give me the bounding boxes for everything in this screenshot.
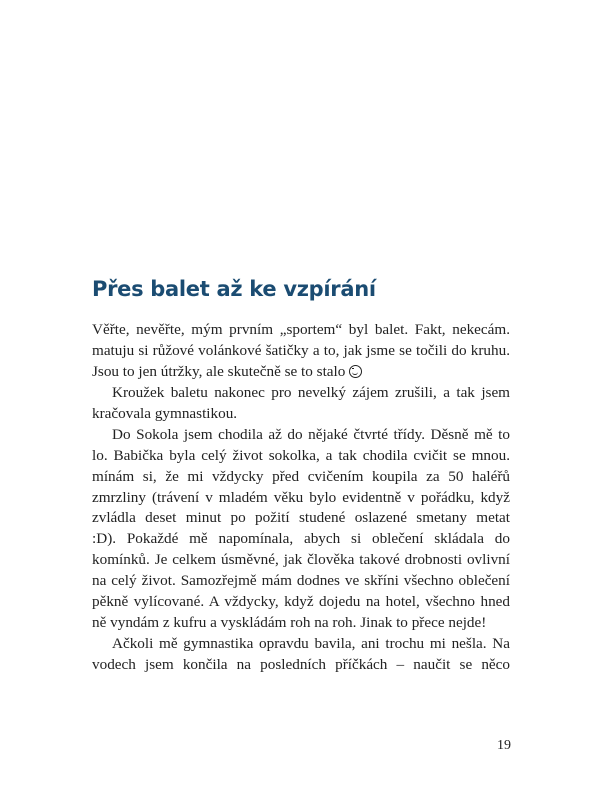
text-line-content: vodech jsem končila na posledních příčkách – naučit se něco (92, 656, 510, 673)
chapter-heading: Přes balet až ke vzpírání (92, 277, 376, 301)
text-line (92, 383, 510, 404)
text-line (92, 529, 510, 550)
text-line-content: pěkně vylícované. A vždycky, když dojedu na hotel, všechno hned (92, 593, 510, 611)
text-line (92, 467, 510, 488)
text-line-content: lo. Babička byla celý život sokolka, a tak chodila cvičit se mnou. (92, 446, 510, 464)
text-line-content: mínám si, že mi vždycky před cvičením koupila za 50 haléřů (92, 467, 510, 485)
text-line-content: kračovala gymnastikou. (92, 404, 238, 422)
text-line (92, 613, 510, 634)
text-line-content: Jsou to jen útržky, ale skutečně se to stalo (92, 362, 346, 380)
text-line-content: zvládla deset minut po požití studené oslazené smetany metat (92, 509, 510, 527)
text-line (92, 404, 510, 425)
text-line-content: Věřte, nevěřte, mým prvním „sportem“ byl balet. Fakt, nekecám. (92, 321, 510, 338)
text-line (92, 655, 510, 676)
text-line-content: na celý život. Samozřejmě mám dodnes ve skříni všechno oblečení (92, 572, 510, 590)
text-line (92, 550, 510, 571)
body-text (92, 320, 510, 676)
text-line-content: ně vyndám z kufru a vyskládám roh na roh. Jinak to přece nejde! (92, 614, 487, 632)
text-line-content: matuju si růžové volánkové šatičky a to, jak jsme se točili do kruhu. (92, 341, 510, 359)
text-line (92, 571, 510, 592)
text-line (92, 446, 510, 467)
text-line-content: :D). Pokaždé mě napomínala, abych si oblečení skládala do (92, 530, 510, 548)
text-line (92, 634, 510, 655)
text-line-content: zmrzliny (trávení v mladém věku bylo evidentně v pořádku, když (92, 488, 510, 506)
text-line (92, 488, 510, 509)
text-line (92, 508, 510, 529)
text-line (92, 362, 510, 383)
text-line-content: Ačkoli mě gymnastika opravdu bavila, ani trochu mi nešla. Na (112, 635, 510, 653)
text-line-content: Do Sokola jsem chodila až do nějaké čtvrté třídy. Děsně mě to (112, 425, 510, 443)
text-line (92, 320, 510, 341)
text-line-content: Kroužek baletu nakonec pro nevelký zájem zrušili, a tak jsem (112, 383, 510, 401)
text-line-content: komínků. Je celkem úsměvné, jak člověka takové drobnosti ovlivní (92, 551, 510, 569)
text-line (92, 425, 510, 446)
text-line (92, 592, 510, 613)
page-number: 19 (497, 738, 511, 753)
text-line (92, 341, 510, 362)
smiley-icon (349, 365, 362, 378)
